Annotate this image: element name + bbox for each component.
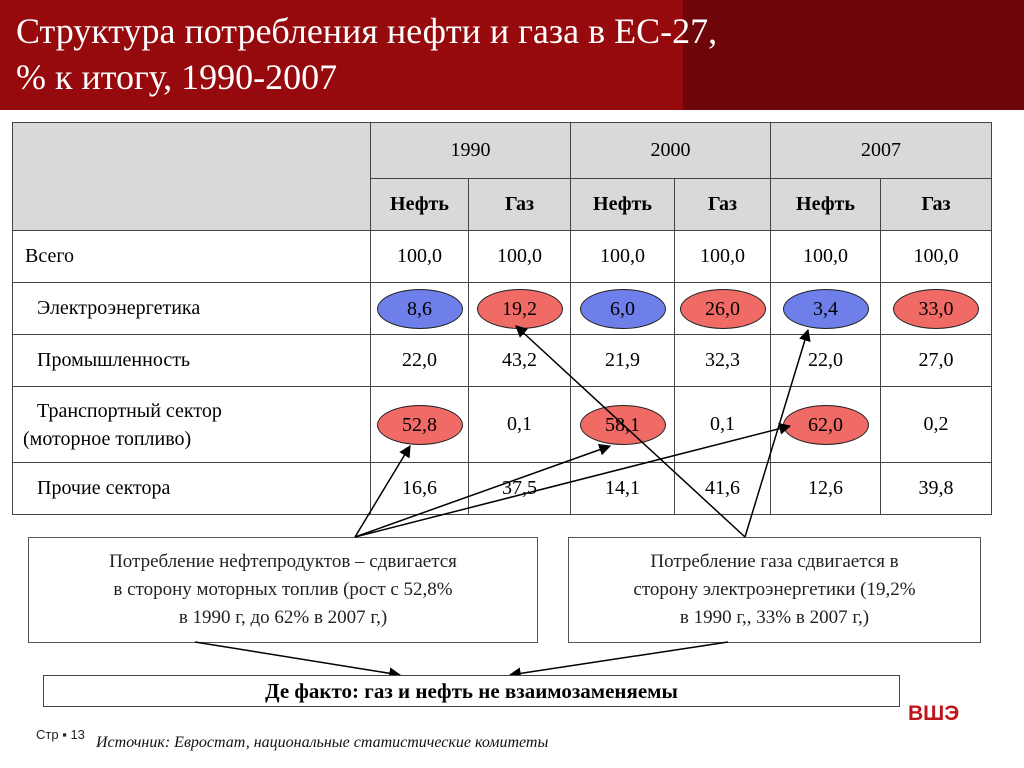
table-cell <box>771 283 881 335</box>
row-label-transport-line-1: Транспортный сектор <box>37 399 222 422</box>
row-label-power: Электроэнергетика <box>13 283 371 335</box>
table-cell <box>371 387 469 463</box>
table-cell: 0,1 <box>469 387 571 463</box>
oil-note-line-2: в сторону моторных топлив (рост с 52,8% <box>113 579 453 600</box>
table-cell: 39,8 <box>881 463 992 515</box>
table-cell: 14,1 <box>571 463 675 515</box>
gas-note-line-2: сторону электроэнергетики (19,2% <box>633 579 916 600</box>
slide-title-line-1: Структура потребления нефти и газа в ЕС-27, <box>16 11 718 51</box>
table-corner-cell <box>13 123 371 231</box>
oil-note-line-3: в 1990 г, до 62% в 2007 г,) <box>178 607 388 628</box>
subheader-oil-2007: Нефть <box>771 179 881 231</box>
table-row-other <box>13 463 992 515</box>
gas-note-line-3: в 1990 г,, 33% в 2007 г,) <box>679 607 870 628</box>
page-bullet: ▪ <box>62 727 67 742</box>
table-row-industry <box>13 335 992 387</box>
table-cell: 37,5 <box>469 463 571 515</box>
subheader-gas-1990: Газ <box>469 179 571 231</box>
table-cell: 0,1 <box>675 387 771 463</box>
row-label-transport-line-2: (моторное топливо) <box>23 427 192 450</box>
table-cell <box>371 283 469 335</box>
highlight-ellipse-oil-2000: 6,0 <box>580 289 666 329</box>
highlight-ellipse-transport-2007: 62,0 <box>783 405 869 445</box>
row-label-transport <box>13 387 371 463</box>
subheader-gas-2007: Газ <box>881 179 992 231</box>
table-cell <box>881 283 992 335</box>
highlight-ellipse-oil-1990: 8,6 <box>377 289 463 329</box>
arrow-gas-note-to-conclusion <box>510 642 728 675</box>
table-cell: 0,2 <box>881 387 992 463</box>
gas-shift-note <box>568 537 981 643</box>
table-cell: 100,0 <box>469 231 571 283</box>
page-number-value: 13 <box>70 727 85 742</box>
table-row-power <box>13 283 992 335</box>
table-cell: 100,0 <box>571 231 675 283</box>
year-header-1990: 1990 <box>371 123 571 179</box>
conclusion-box: Де факто: газ и нефть не взаимозаменяемы <box>43 675 900 707</box>
table-cell: 16,6 <box>371 463 469 515</box>
highlight-ellipse-oil-2007: 3,4 <box>783 289 869 329</box>
slide-title <box>16 8 916 100</box>
table-cell: 12,6 <box>771 463 881 515</box>
table-row-transport <box>13 387 992 463</box>
table-cell: 100,0 <box>881 231 992 283</box>
row-label-total: Всего <box>13 231 371 283</box>
consumption-table <box>12 122 992 515</box>
highlight-ellipse-transport-1990: 52,8 <box>377 405 463 445</box>
table-cell: 100,0 <box>771 231 881 283</box>
table-cell: 22,0 <box>371 335 469 387</box>
table-cell <box>675 283 771 335</box>
table-cell <box>571 283 675 335</box>
oil-shift-note <box>28 537 538 643</box>
highlight-ellipse-transport-2000: 58,1 <box>580 405 666 445</box>
table-cell <box>771 387 881 463</box>
source-note: Источник: Евростат, национальные статистические комитеты <box>96 734 549 751</box>
highlight-ellipse-gas-1990: 19,2 <box>477 289 563 329</box>
table-cell <box>571 387 675 463</box>
subheader-oil-2000: Нефть <box>571 179 675 231</box>
slide-title-line-2: % к итогу, 1990-2007 <box>16 57 338 97</box>
oil-note-line-1: Потребление нефтепродуктов – сдвигается <box>109 551 457 572</box>
subheader-oil-1990: Нефть <box>371 179 469 231</box>
gas-note-line-1: Потребление газа сдвигается в <box>650 551 899 572</box>
highlight-ellipse-gas-2007: 33,0 <box>893 289 979 329</box>
arrow-oil-note-to-conclusion <box>195 642 400 675</box>
highlight-ellipse-gas-2000: 26,0 <box>680 289 766 329</box>
page-number <box>36 727 85 742</box>
table-cell <box>469 283 571 335</box>
table-row-total <box>13 231 992 283</box>
table-cell: 22,0 <box>771 335 881 387</box>
subheader-gas-2000: Газ <box>675 179 771 231</box>
year-header-2007: 2007 <box>771 123 992 179</box>
row-label-industry: Промышленность <box>13 335 371 387</box>
hse-logo: ВШЭ <box>908 702 960 725</box>
row-label-other: Прочие сектора <box>13 463 371 515</box>
table-cell: 43,2 <box>469 335 571 387</box>
table-cell: 41,6 <box>675 463 771 515</box>
table-cell: 21,9 <box>571 335 675 387</box>
page-label: Стр <box>36 727 59 742</box>
table-cell: 32,3 <box>675 335 771 387</box>
year-header-2000: 2000 <box>571 123 771 179</box>
table-cell: 100,0 <box>675 231 771 283</box>
table-cell: 27,0 <box>881 335 992 387</box>
table-cell: 100,0 <box>371 231 469 283</box>
